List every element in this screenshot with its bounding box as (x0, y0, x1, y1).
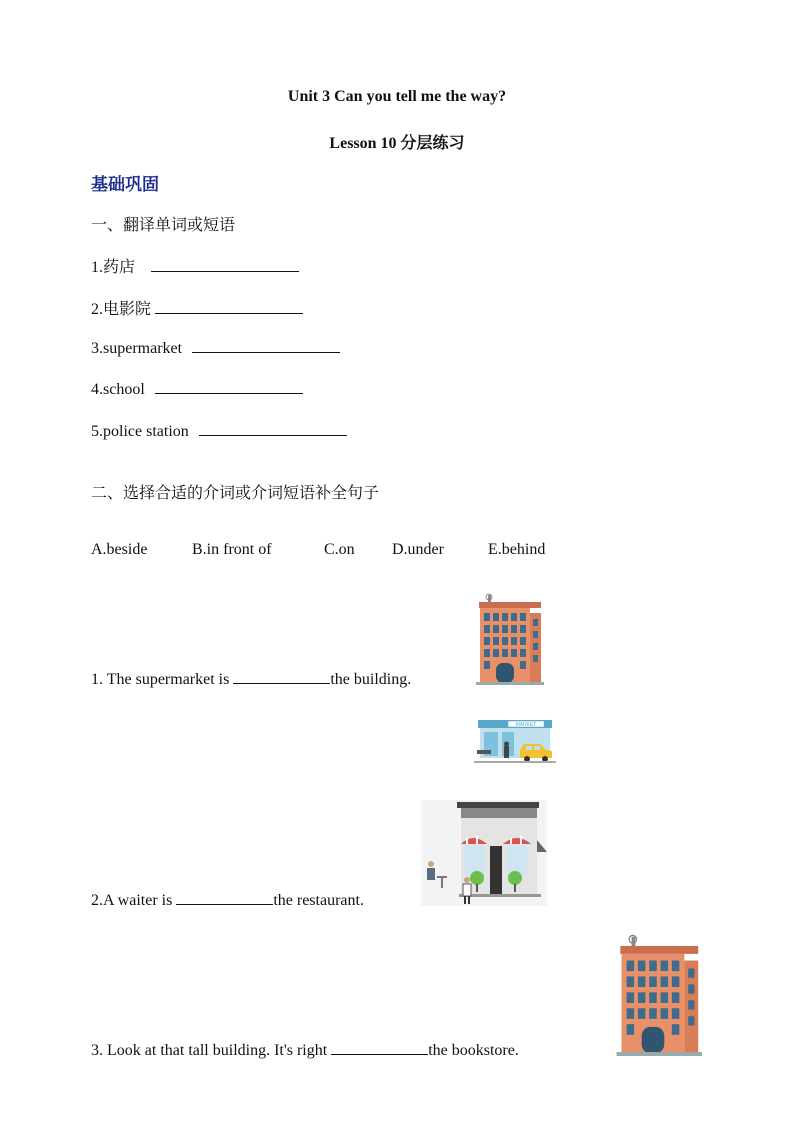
part1-item-2-label: 2.电影院 (91, 301, 152, 318)
part1-item-5-label: 5.police station (91, 423, 189, 440)
restaurant-image (421, 800, 547, 906)
question-1-after: the building. (330, 671, 412, 688)
option-c: C.on (324, 541, 355, 558)
option-a: A.beside (91, 541, 148, 558)
question-2 (91, 890, 364, 910)
supermarket-image (474, 716, 556, 766)
question-3-blank[interactable] (331, 1040, 428, 1055)
option-e: E.behind (488, 541, 546, 558)
option-b: B.in front of (192, 541, 272, 558)
tall-building-image-2 (614, 934, 702, 1056)
question-2-before: 2.A waiter is (91, 892, 177, 909)
answer-blank-2[interactable] (155, 299, 303, 314)
part1-item-3-label: 3.supermarket (91, 340, 183, 357)
part1-item-5 (91, 421, 347, 441)
lesson-title: Lesson 10 分层练习 (329, 135, 465, 152)
part1-item-4 (91, 379, 303, 399)
answer-blank-4[interactable] (155, 379, 303, 394)
market-sign-text: MARKET (515, 722, 537, 728)
worksheet-title: Unit 3 Can you tell me the way? (287, 88, 507, 105)
section-basic: 基础巩固 (91, 175, 159, 194)
part1-item-1 (91, 254, 299, 277)
option-d: D.under (392, 541, 444, 558)
question-3-before: 3. Look at that tall building. It's right (91, 1042, 332, 1059)
part1-heading: 一、翻译单词或短语 (91, 217, 236, 234)
part1-item-4-label: 4.school (91, 381, 145, 398)
answer-blank-1[interactable] (151, 257, 299, 272)
question-1-blank[interactable] (233, 669, 330, 684)
part2-heading: 二、选择合适的介词或介词短语补全句子 (91, 485, 380, 502)
question-1-before: 1. The supermarket is (91, 671, 234, 688)
part1-item-3 (91, 338, 340, 358)
question-3-after: the bookstore. (428, 1042, 519, 1059)
answer-blank-3[interactable] (192, 338, 340, 353)
question-3 (91, 1040, 519, 1060)
part1-item-1-label: 1.药店 (91, 259, 136, 276)
part1-item-2 (91, 296, 303, 319)
question-2-blank[interactable] (176, 890, 273, 905)
question-2-after: the restaurant. (273, 892, 364, 909)
answer-blank-5[interactable] (199, 421, 347, 436)
question-1 (91, 669, 411, 689)
tall-building-image-1 (474, 593, 544, 685)
